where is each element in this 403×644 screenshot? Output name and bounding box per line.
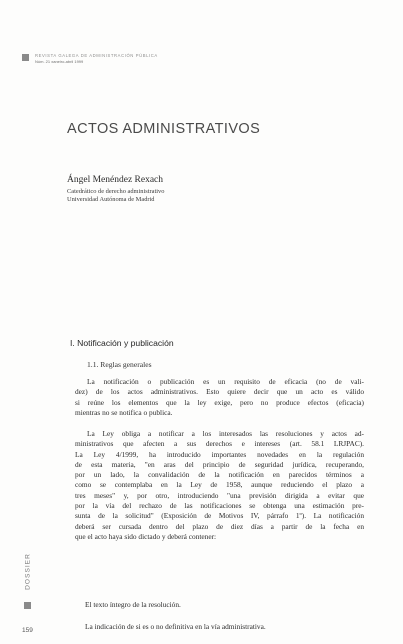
article-title: ACTOS ADMINISTRATIVOS	[67, 121, 261, 137]
paragraph-line: mientras no se notifica o publica.	[75, 407, 173, 417]
paragraph-line: tres meses" y, por otro, introduciendo "una previsión dirigida a evitar que	[75, 490, 364, 500]
side-margin	[22, 534, 34, 624]
author-position: Catedrático de derecho administrativo	[67, 188, 165, 195]
paragraph-line: sunta de la solicitud" (Exposición de Motivos IV, párrafo 1º). La notificación	[75, 511, 364, 521]
subsection-heading: 1.1. Reglas generales	[87, 360, 152, 369]
journal-name: REVISTA GALEGA DE ADMINISTRACIÓN PÚBLICA	[35, 53, 158, 58]
paragraph-line: La notificación o publicación es un requisito de eficacia (no de vali-	[87, 377, 364, 386]
section-heading: I. Notificación y publicación	[70, 338, 174, 348]
journal-issue: Núm. 21 xaneiro-abril 1999	[35, 59, 84, 64]
header-square-marker	[22, 54, 29, 61]
author-institution: Universidad Autónoma de Madrid	[67, 196, 155, 203]
journal-header	[22, 53, 158, 65]
paragraph-line: La Ley obliga a notificar a los interesados las resoluciones y actos ad-	[87, 429, 364, 438]
page-number: 159	[22, 627, 33, 634]
paragraph-line: ministrativos que afecten a sus derechos e intereses (art. 58.1 LRJPAC).	[75, 439, 364, 449]
author-block	[67, 175, 164, 204]
paragraph-line: de esta materia, "en aras del principio de seguridad jurídica, recuperando,	[75, 459, 364, 469]
paragraph-line: dez) de los actos administrativos. Esto quiere decir que un acto es válido	[75, 387, 364, 397]
paragraph-line: que el acto haya sido dictado y deberá contener:	[75, 531, 217, 541]
paragraph-1	[75, 377, 364, 418]
side-square-marker	[24, 602, 31, 609]
list-item: El texto íntegro de la resolución.	[85, 600, 181, 609]
paragraph-line: La Ley 4/1999, ha introducido importantes novedades en la regulación	[75, 449, 364, 459]
list-item: La indicación de si es o no definitiva en la vía administrativa.	[85, 622, 266, 632]
requirements-list	[75, 600, 364, 633]
paragraph-line: por la vía del rechazo de las notificaciones se obtenga una estimación pre-	[75, 501, 364, 511]
paragraph-line: deberá ser cursada dentro del plazo de diez días a partir de la fecha en	[75, 521, 364, 531]
paragraph-line: si reúne los elementos que la ley exige, pero no produce efectos (eficacia)	[75, 397, 364, 407]
paragraph-2	[75, 429, 364, 542]
author-name: Ángel Menéndez Rexach	[67, 175, 164, 185]
dossier-label: DOSSIER	[24, 553, 32, 590]
paragraph-line: por un lado, la convalidación de la notificación en parecidos términos a	[75, 470, 364, 480]
paragraph-line: como se contemplaba en la Ley de 1958, aunque reduciendo el plazo a	[75, 480, 364, 490]
